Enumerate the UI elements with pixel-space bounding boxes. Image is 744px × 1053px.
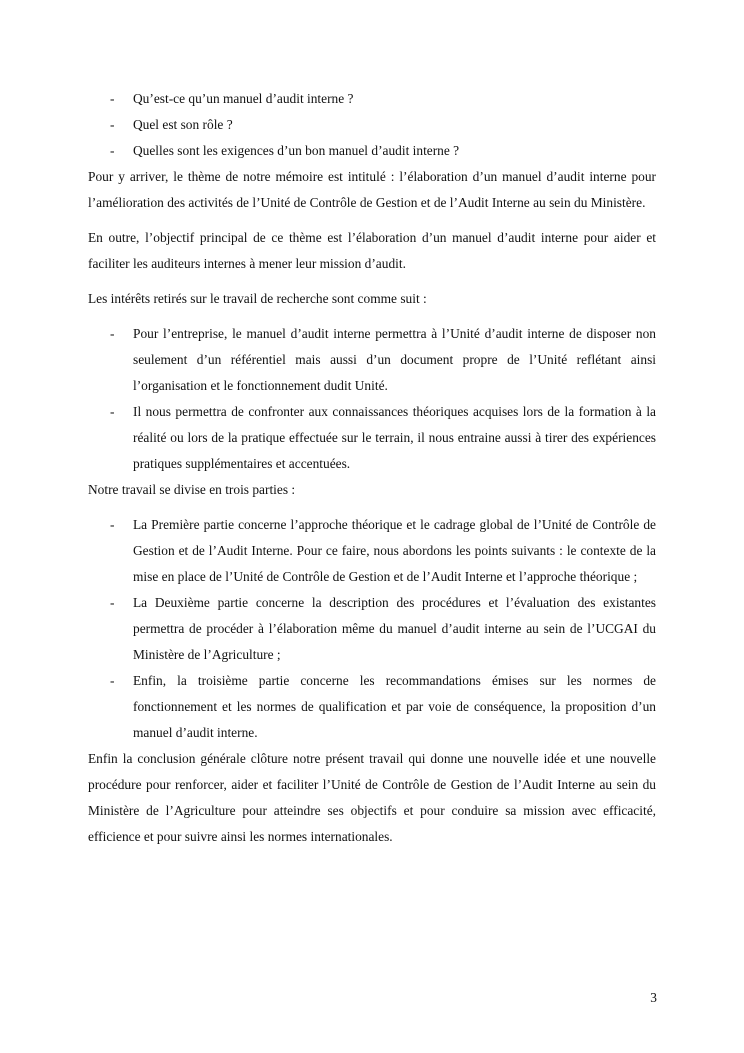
part-item: - La Deuxième partie concerne la description des procédures et l’évaluation des existantes permettra de procéder à l’élaboration même du manuel d’audit interne au sein de l’UCGAI du Ministère de l’Agriculture ; [88, 590, 656, 668]
objective-paragraph: En outre, l’objectif principal de ce thème est l’élaboration d’un manuel d’audit interne pour aider et faciliter les auditeurs internes à mener leur mission d’audit. [88, 230, 656, 271]
part-item: - La Première partie concerne l’approche théorique et le cadrage global de l’Unité de Contrôle de Gestion et de l’Audit Interne. Pour ce faire, nous abordons les points suivants : le contexte de la mise en place de l’Unité de Contrôle de Gestion et de l’Audit Interne et l’approche théorique ; [88, 512, 656, 590]
question-item: - Quelles sont les exigences d’un bon manuel d’audit interne ? [88, 138, 656, 164]
theme-paragraph: Pour y arriver, le thème de notre mémoire est intitulé : l’élaboration d’un manuel d’audit interne pour l’amélioration des activités de l’Unité de Contrôle de Gestion et de l’Audit Interne au sein du Ministère. [88, 169, 656, 210]
interest-item: - Pour l’entreprise, le manuel d’audit interne permettra à l’Unité d’audit interne de disposer non seulement d’un référentiel mais aussi d’un document propre de l’Unité reflétant ainsi l’organisation et le fonctionnement dudit Unité. [88, 321, 656, 399]
parts-list [88, 512, 656, 746]
page-number: 3 [650, 990, 657, 1005]
interests-list [88, 321, 656, 477]
parts-intro: Notre travail se divise en trois parties : [88, 482, 296, 497]
question-list [88, 86, 656, 164]
question-item: - Quel est son rôle ? [88, 112, 656, 138]
question-item: - Qu’est-ce qu’un manuel d’audit interne ? [88, 86, 656, 112]
interest-item: - Il nous permettra de confronter aux connaissances théoriques acquises lors de la formation à la réalité ou lors de la pratique effectuée sur le terrain, il nous entraine aussi à tirer des expériences pratiques supplémentaires et accentuées. [88, 399, 656, 477]
page-body [88, 86, 656, 850]
interests-intro: Les intérêts retirés sur le travail de recherche sont comme suit : [88, 291, 427, 306]
part-item: - Enfin, la troisième partie concerne les recommandations émises sur les normes de fonctionnement et les normes de qualification et par voie de conséquence, la proposition d’un manuel d’audit interne. [88, 668, 656, 746]
conclusion-paragraph: Enfin la conclusion générale clôture notre présent travail qui donne une nouvelle idée et une nouvelle procédure pour renforcer, aider et faciliter l’Unité de Contrôle de Gestion de l’Audit Interne au sein du Ministère de l’Agriculture pour atteindre ses objectifs et pour conduire sa mission avec efficacité, efficience et pour suivre ainsi les normes internationales. [88, 751, 656, 844]
